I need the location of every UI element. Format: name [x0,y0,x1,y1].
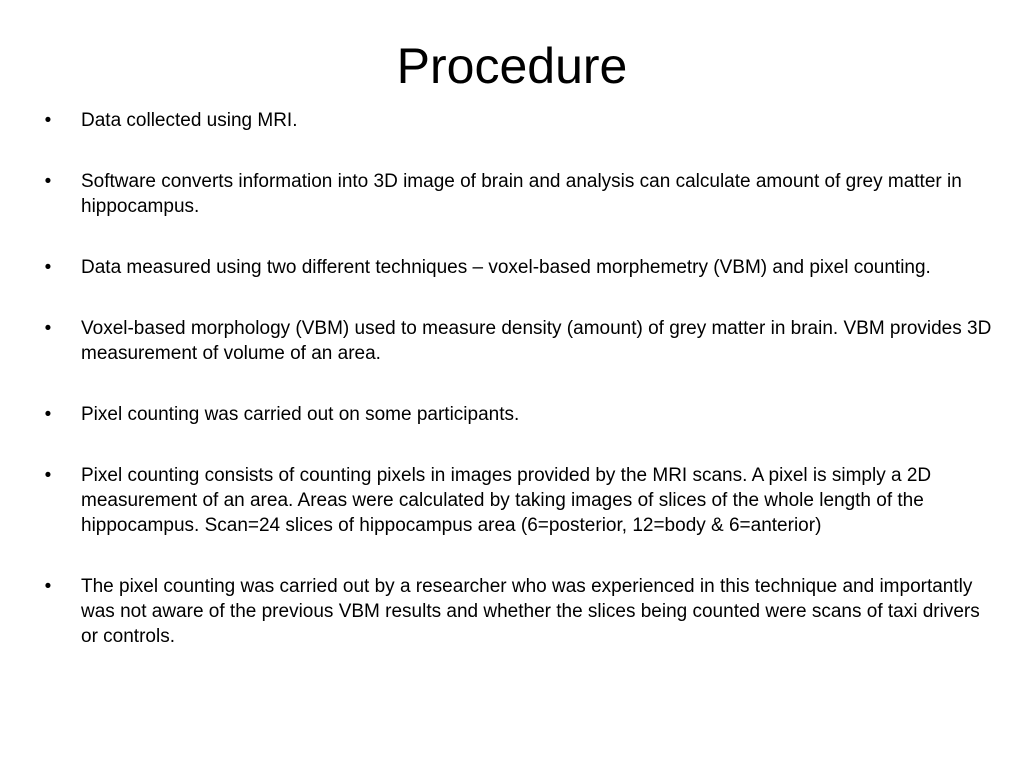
bullet-point-icon: • [44,404,52,425]
bullet-item [40,169,1000,219]
bullet-item [40,402,1000,427]
bullet-point-icon: • [44,465,52,486]
bullet-point-icon: • [44,171,52,192]
bullet-text: Pixel counting consists of counting pixels in images provided by the MRI scans. A pixel is simply a 2D measurement of an area. Areas were calculated by taking images of slices of the whole length of the hippocampus. Scan=24 slices of hippocampus area (6=posterior, 12=body & 6=anterior) [81,465,932,536]
bullet-text: Software converts information into 3D image of brain and analysis can calculate amount of grey matter in hippocampus. [81,171,962,217]
bullet-text: Data measured using two different techniques – voxel-based morphemetry (VBM) and pixel counting. [81,257,931,278]
bullet-text: Data collected using MRI. [81,110,298,131]
bullet-point-icon: • [44,110,52,131]
bullet-text: Voxel-based morphology (VBM) used to measure density (amount) of grey matter in brain. VBM provides 3D measurement of volume of an area. [81,318,992,364]
bullet-item [40,463,1000,538]
bullet-point-icon: • [44,576,52,597]
bullet-item [40,574,1000,649]
bullet-text: Pixel counting was carried out on some participants. [81,404,520,425]
bullet-text: The pixel counting was carried out by a researcher who was experienced in this technique and importantly was not aware of the previous VBM results and whether the slices being counted were scans of taxi drivers or controls. [81,576,980,647]
bullet-item [40,316,1000,366]
bullet-point-icon: • [44,318,52,339]
bullet-point-icon: • [44,257,52,278]
bullet-list [40,108,1000,649]
bullet-item [40,255,1000,280]
slide-title: Procedure [396,38,628,94]
bullet-item [40,108,1000,133]
